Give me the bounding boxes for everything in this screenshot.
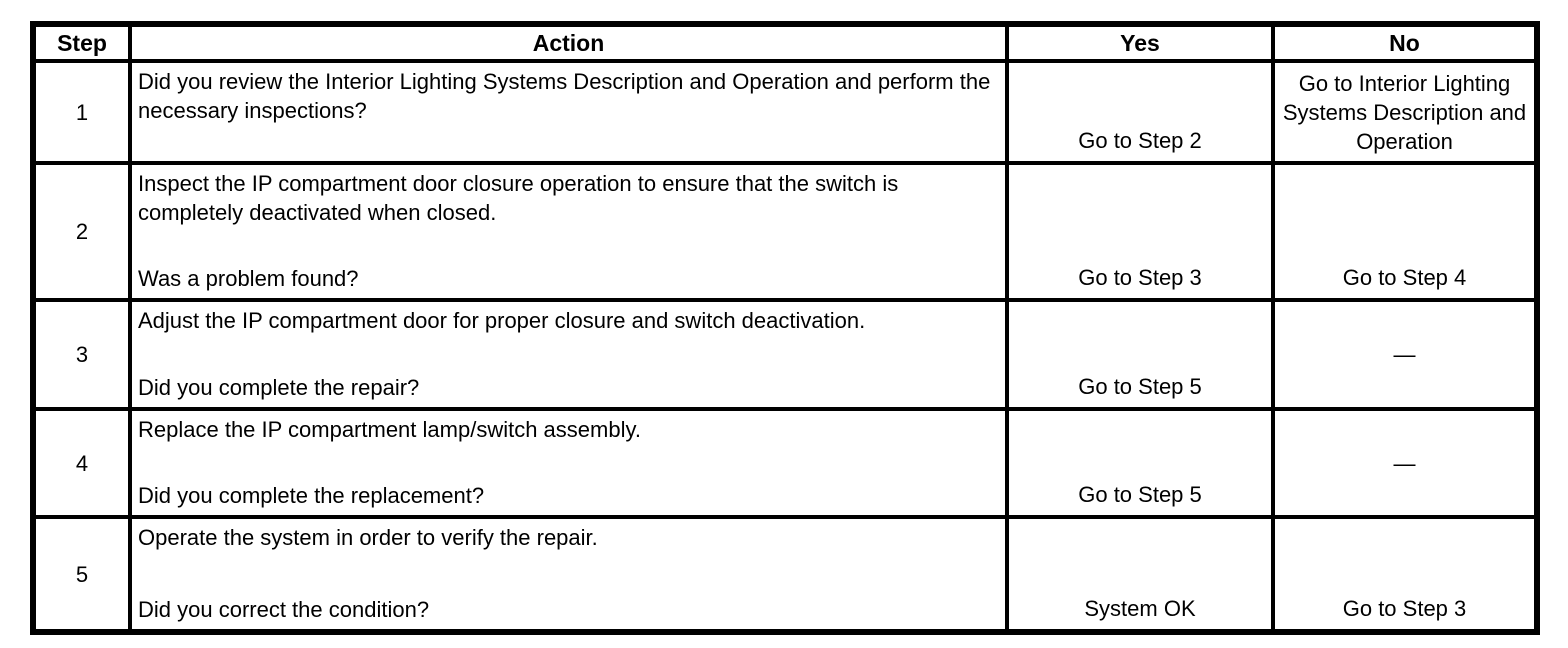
no-value: Go to Interior Lighting Systems Description and Operation: [1282, 70, 1527, 154]
yes-value: System OK: [1084, 596, 1196, 621]
action-cell: [130, 409, 1007, 517]
no-cell: [1273, 517, 1537, 632]
step-number: 5: [75, 561, 89, 587]
no-cell: [1273, 300, 1537, 409]
action-question: Did you correct the condition?: [138, 597, 430, 622]
step-number: 3: [75, 342, 89, 367]
yes-cell: [1007, 61, 1273, 163]
action-text: Did you review the Interior Lighting Systems Description and Operation and perform the necessary inspections?: [138, 69, 991, 123]
step-cell: [33, 163, 130, 300]
diagnostic-table-container: [30, 21, 1534, 635]
action-text: Replace the IP compartment lamp/switch assembly.: [138, 417, 641, 442]
action-cell: [130, 517, 1007, 632]
table-row: [33, 61, 1537, 163]
action-text: Operate the system in order to verify the repair.: [138, 525, 598, 550]
step-cell: [33, 409, 130, 517]
yes-value: Go to Step 5: [1078, 482, 1202, 507]
step-number: 2: [75, 219, 89, 244]
col-header-no: No: [1273, 24, 1537, 61]
no-cell: [1273, 409, 1537, 517]
action-question: Did you complete the repair?: [138, 375, 420, 400]
action-question: Did you complete the replacement?: [138, 483, 485, 508]
col-header-step: Step: [33, 24, 130, 61]
step-cell: [33, 61, 130, 163]
step-cell: [33, 300, 130, 409]
step-number: 4: [75, 450, 89, 476]
yes-cell: [1007, 300, 1273, 409]
yes-cell: [1007, 163, 1273, 300]
no-value: Go to Step 4: [1342, 265, 1467, 290]
no-value: Go to Step 3: [1342, 596, 1467, 621]
diagnostic-table: [30, 21, 1540, 635]
table-row: [33, 409, 1537, 517]
no-dash: —: [1393, 342, 1416, 367]
yes-value: Go to Step 2: [1078, 128, 1202, 153]
step-cell: [33, 517, 130, 632]
col-header-action: Action: [130, 24, 1007, 61]
action-cell: [130, 163, 1007, 300]
action-text: Adjust the IP compartment door for proper closure and switch deactivation.: [138, 308, 866, 333]
table-row: [33, 163, 1537, 300]
action-question: Was a problem found?: [138, 266, 359, 291]
action-cell: [130, 61, 1007, 163]
step-number: 1: [75, 99, 89, 125]
no-cell: [1273, 61, 1537, 163]
no-cell: [1273, 163, 1537, 300]
action-cell: [130, 300, 1007, 409]
yes-value: Go to Step 5: [1078, 374, 1202, 399]
action-text: Inspect the IP compartment door closure operation to ensure that the switch is completely deactivated when closed.: [138, 171, 899, 225]
col-header-yes: Yes: [1007, 24, 1273, 61]
no-dash: —: [1393, 450, 1416, 476]
yes-cell: [1007, 517, 1273, 632]
yes-value: Go to Step 3: [1078, 265, 1202, 290]
table-row: [33, 300, 1537, 409]
header-row: [33, 24, 1537, 61]
table-row: [33, 517, 1537, 632]
yes-cell: [1007, 409, 1273, 517]
